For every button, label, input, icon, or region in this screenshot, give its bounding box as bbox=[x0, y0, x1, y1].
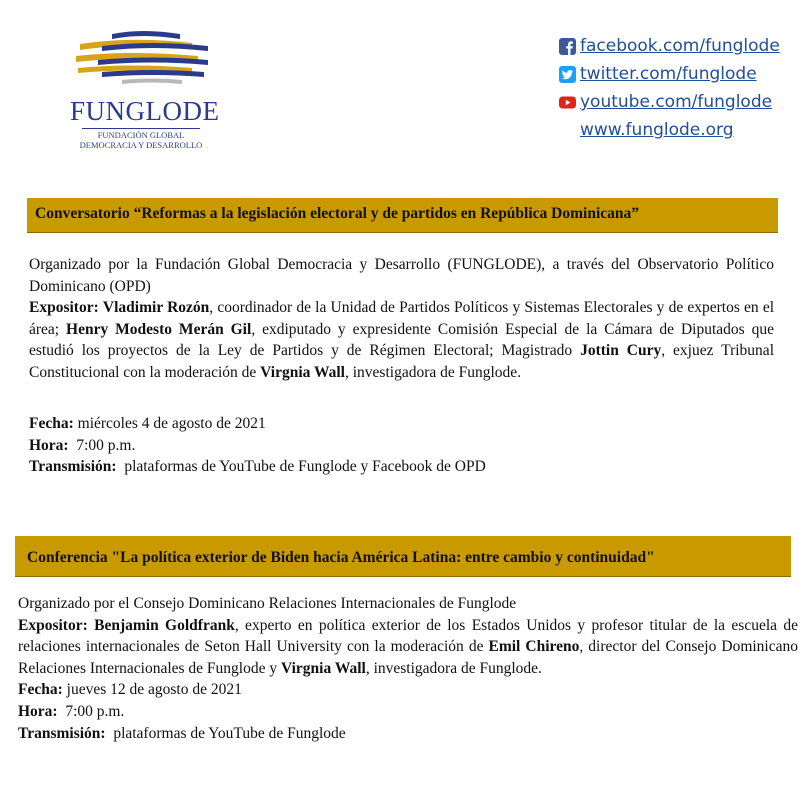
event-1-fecha-label: Fecha: bbox=[29, 415, 74, 432]
facebook-icon bbox=[559, 38, 576, 55]
youtube-row bbox=[559, 88, 780, 116]
twitter-row bbox=[559, 60, 780, 88]
youtube-icon bbox=[559, 94, 576, 111]
logo-subtitle-line-1: FUNDACIÓN GLOBAL bbox=[97, 130, 185, 140]
event-2-hora bbox=[18, 701, 798, 723]
event-1-moderator-desc: , investigadora de Funglode. bbox=[345, 363, 522, 381]
facebook-row bbox=[559, 32, 780, 60]
event-1-speaker-3: Jottin Cury bbox=[580, 342, 662, 360]
event-1-transmision-value: plataformas de YouTube de Funglode y Facebook de OPD bbox=[124, 458, 486, 476]
youtube-link[interactable]: youtube.com/funglode bbox=[580, 92, 773, 112]
logo-wordmark: FUNGLODE bbox=[70, 96, 220, 126]
event-1-details bbox=[29, 413, 774, 478]
social-links bbox=[559, 32, 780, 144]
logo-rule bbox=[82, 128, 200, 129]
event-2-moderator-1-desc: , director del Consejo Dominicano Relaciones Internacionales de Funglode y bbox=[18, 638, 799, 677]
event-2-banner bbox=[15, 536, 791, 577]
event-2-moderator-2: Virgnia Wall bbox=[281, 659, 366, 677]
event-1-speaker-2: Henry Modesto Merán Gil bbox=[66, 320, 252, 338]
funglode-logo bbox=[70, 30, 220, 150]
event-1-fecha-value: miércoles 4 de agosto de 2021 bbox=[77, 415, 266, 432]
event-2-title: Conferencia "La política exterior de Biden hacia América Latina: entre cambio y continuidad" bbox=[27, 549, 655, 566]
facebook-link[interactable]: facebook.com/funglode bbox=[580, 36, 780, 56]
twitter-link[interactable]: twitter.com/funglode bbox=[580, 64, 757, 84]
event-1-speaker-1: Vladimir Rozón bbox=[102, 299, 210, 317]
event-2-transmision-value: plataformas de YouTube de Funglode bbox=[113, 724, 346, 742]
event-1-moderator: Virgnia Wall bbox=[260, 363, 345, 381]
website-link[interactable]: www.funglode.org bbox=[580, 120, 734, 140]
twitter-icon bbox=[559, 66, 576, 83]
funglode-stripes-icon bbox=[72, 30, 212, 92]
event-1-transmision bbox=[29, 456, 774, 478]
event-1-transmision-label: Transmisión: bbox=[29, 458, 117, 476]
event-2-speaker-1: Benjamin Goldfrank bbox=[94, 616, 235, 634]
event-1-banner bbox=[27, 198, 778, 233]
event-1-speaker-3-desc: , exjuez Tribunal Constitucional con la moderación de bbox=[29, 342, 774, 381]
event-2-speaker-1-desc: , experto en política exterior de los Estados Unidos y profesor titular de la escuela de relaciones internacionales de Seton Hall University con la moderación de bbox=[18, 616, 798, 656]
event-1-description bbox=[29, 254, 774, 384]
website-row bbox=[559, 116, 780, 144]
event-1-speaker-2-desc: , exdiputado y expresidente Comisión Especial de la Cámara de Diputados que estudió los proyectos de la Ley de Partidos y de Régimen Electoral; Magistrado bbox=[29, 320, 774, 360]
event-1-intro: Organizado por la Fundación Global Democracia y Desarrollo (FUNGLODE), a través del Observatorio Político Dominicano (OPD) bbox=[29, 256, 774, 295]
event-2-moderator-2-desc: , investigadora de Funglode. bbox=[365, 659, 542, 677]
event-2-moderator-1: Emil Chireno bbox=[488, 638, 580, 656]
event-2-intro: Organizado por el Consejo Dominicano Relaciones Internacionales de Funglode bbox=[18, 595, 517, 612]
event-2-fecha-label: Fecha: bbox=[18, 681, 63, 699]
event-1-hora-value: 7:00 p.m. bbox=[76, 436, 136, 454]
event-2-hora-label: Hora: bbox=[18, 702, 58, 720]
event-2-transmision bbox=[18, 723, 798, 745]
event-1-hora bbox=[29, 435, 774, 457]
logo-subtitle bbox=[66, 130, 216, 150]
event-2-description bbox=[18, 593, 798, 744]
event-1-speaker-1-desc: , coordinador de la Unidad de Partidos Políticos y Sistemas Electorales y de expertos en el área; bbox=[29, 299, 774, 338]
event-1-title: Conversatorio “Reformas a la legislación electoral y de partidos en República Dominicana” bbox=[35, 205, 640, 222]
event-2-fecha bbox=[18, 679, 798, 701]
event-1-hora-label: Hora: bbox=[29, 436, 69, 454]
event-2-speakers bbox=[18, 615, 798, 680]
event-2-expositor-label: Expositor: bbox=[18, 616, 88, 634]
website-indent bbox=[559, 122, 580, 139]
event-1-fecha bbox=[29, 413, 774, 435]
event-1-speakers bbox=[29, 297, 774, 383]
event-2-hora-value: 7:00 p.m. bbox=[65, 702, 125, 720]
event-2-transmision-label: Transmisión: bbox=[18, 724, 106, 742]
event-2-fecha-value: jueves 12 de agosto de 2021 bbox=[66, 681, 242, 699]
logo-subtitle-line-2: DEMOCRACIA Y DESARROLLO bbox=[79, 140, 203, 150]
event-1-expositor-label: Expositor: bbox=[29, 299, 99, 317]
